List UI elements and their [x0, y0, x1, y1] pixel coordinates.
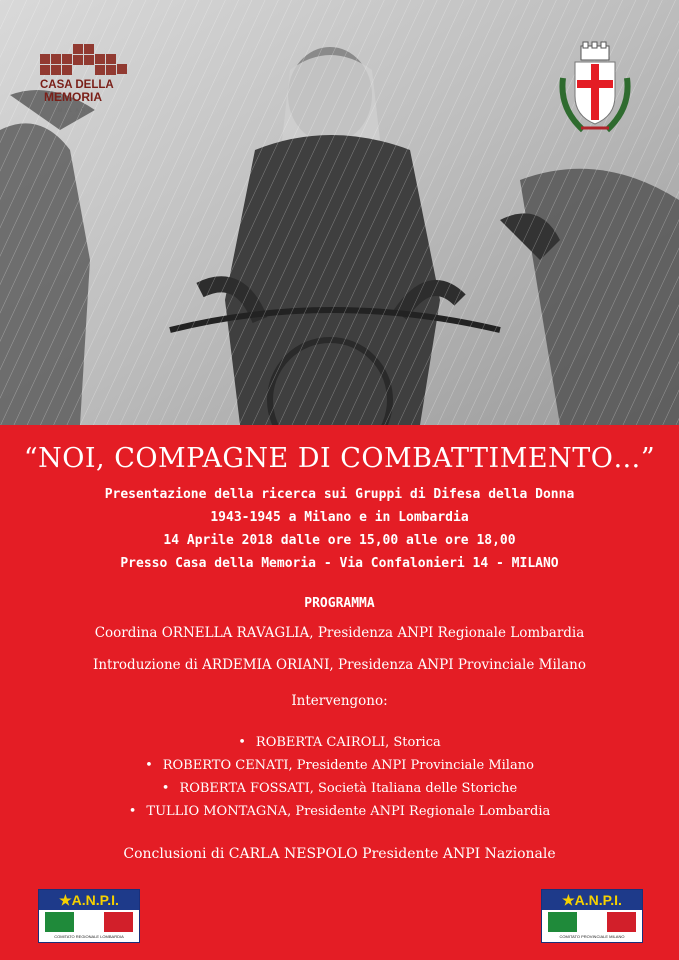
anpi-logo-left — [38, 889, 140, 943]
event-info-section — [0, 425, 679, 960]
casa-logo-text-top: CASA DELLA — [40, 79, 114, 91]
programma-intervengono: Intervengono: — [291, 693, 388, 709]
casa-logo-text-city: MILANO — [58, 108, 96, 114]
bullet-icon: • — [128, 804, 137, 819]
list-item — [0, 800, 679, 823]
speaker-name: ROBERTO CENATI, Presidente ANPI Provinciale Milano — [162, 758, 534, 773]
programma-conclusioni: Conclusioni di CARLA NESPOLO Presidente ANPI Nazionale — [123, 846, 556, 862]
anpi-logo-sub: COMITATO REGIONALE LOMBARDIA — [54, 934, 124, 939]
anpi-logo-label: ★A.N.P.I. — [542, 890, 642, 910]
programma-coordina: Coordina ORNELLA RAVAGLIA, Presidenza ANPI Regionale Lombardia — [94, 625, 585, 641]
event-venue-line: Presso Casa della Memoria - Via Confalonieri 14 - MILANO — [120, 556, 559, 571]
casa-della-memoria-logo — [38, 40, 134, 122]
italian-flag-icon — [548, 912, 636, 932]
casa-logo-text-bottom: MEMORIA — [44, 90, 102, 104]
event-subtitle-line1: Presentazione della ricerca sui Gruppi di Difesa della Donna — [104, 487, 575, 502]
italian-flag-icon — [45, 912, 133, 932]
bullet-icon: • — [238, 735, 246, 750]
casa-memoria-logo-icon — [38, 40, 134, 122]
list-item — [0, 754, 679, 777]
speaker-name: ROBERTA FOSSATI, Società Italiana delle Storiche — [179, 781, 518, 796]
anpi-logo-sub: COMITATO PROVINCIALE MILANO — [559, 934, 625, 939]
milano-coat-of-arms-icon — [553, 38, 637, 138]
event-subtitle-line2: 1943-1945 a Milano e in Lombardia — [210, 510, 469, 525]
speaker-list — [0, 731, 679, 823]
programma-heading: PROGRAMMA — [304, 596, 375, 611]
speaker-name: TULLIO MONTAGNA, Presidente ANPI Regionale Lombardia — [146, 804, 551, 819]
anpi-logo-label: ★A.N.P.I. — [39, 890, 139, 910]
list-item — [0, 731, 679, 754]
event-title: “NOI, COMPAGNE DI COMBATTIMENTO…” — [23, 443, 656, 474]
milano-crest — [553, 38, 637, 138]
event-date-line: 14 Aprile 2018 dalle ore 15,00 alle ore 18,00 — [163, 533, 516, 548]
bullet-icon: • — [145, 758, 153, 773]
bullet-icon: • — [161, 781, 170, 796]
speaker-name: ROBERTA CAIROLI, Storica — [255, 735, 441, 750]
anpi-logo-right — [541, 889, 643, 943]
list-item — [0, 777, 679, 800]
programma-introduzione: Introduzione di ARDEMIA ORIANI, Presidenza ANPI Provinciale Milano — [93, 657, 586, 673]
